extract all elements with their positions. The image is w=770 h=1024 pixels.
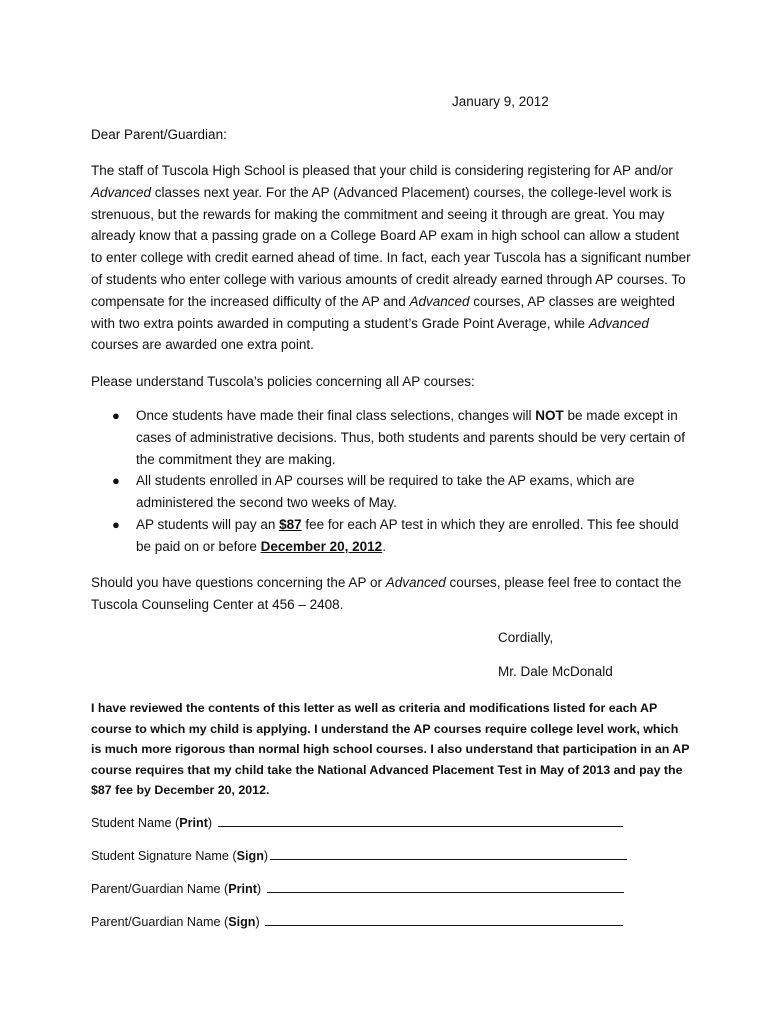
parent-sign-label: Parent/Guardian Name ( — [91, 915, 229, 929]
student-signature-line — [91, 846, 627, 863]
policy-1-pre: Once students have made their final class selections, changes will — [136, 408, 536, 423]
parent-name-print-field[interactable] — [267, 879, 624, 893]
policy-item — [91, 514, 691, 558]
policy-3-post: . — [382, 538, 386, 554]
policy-item — [91, 405, 691, 470]
intro-italic-2: Advanced — [409, 293, 470, 309]
student-print-label: Student Name ( — [91, 816, 180, 830]
parent-signature-field[interactable] — [265, 912, 623, 926]
parent-sign-bold: Sign — [228, 915, 256, 929]
parent-print-bold: Print — [228, 882, 257, 896]
parent-print-label: Parent/Guardian Name ( — [91, 882, 229, 896]
student-sign-label: Student Signature Name ( — [91, 849, 237, 863]
signer-name: Mr. Dale McDonald — [498, 664, 613, 679]
intro-paragraph — [91, 160, 691, 356]
intro-text-1: The staff of Tuscola High School is pleased that your child is considering registering for AP and/or — [91, 163, 673, 178]
student-sign-close: ) — [263, 849, 269, 863]
letter-date: January 9, 2012 — [452, 94, 549, 109]
student-print-bold: Print — [179, 816, 208, 830]
policy-list — [91, 405, 691, 558]
closing: Cordially, — [498, 630, 554, 645]
fee-deadline: December 20, 2012 — [260, 538, 383, 554]
policy-3-pre: AP students will pay an — [136, 516, 280, 532]
student-name-print-line — [91, 813, 623, 830]
questions-paragraph — [91, 572, 691, 616]
intro-text-2: classes next year. For the AP (Advanced Placement) courses, the college-level work is strenuous, but the rewards for making the commitment and seeing it through are great. You may already know that a passing grade on a College Board AP exam in high school can allow a student to enter college with credit earned ahead of time. In fact, each year Tuscola has a significant number of students who enter college with various amounts of credit already earned through AP courses. To compensate for the increased difficulty of the AP and — [91, 184, 691, 309]
student-print-close: ) — [207, 816, 213, 830]
policy-3-mid: fee for each AP test in which they are enrolled. This fee should be paid on or before — [136, 516, 679, 554]
bullet-icon: ● — [112, 473, 120, 489]
parent-print-close: ) — [256, 882, 262, 896]
policy-1-post: be made except in cases of administrative decisions. Thus, both students and parents should be very certain of the commitment they are making. — [136, 408, 686, 467]
acknowledgement-statement: I have reviewed the contents of this letter as well as criteria and modifications listed for each AP course to which my child is applying. I understand the AP courses require college level work, which is much more rigorous than normal high school courses. I also understand that participation in an AP course requires that my child take the National Advanced Placement Test in May of 2013 and pay the $87 fee by December 20, 2012. — [91, 701, 690, 797]
student-name-print-field[interactable] — [218, 813, 623, 827]
intro-italic-1: Advanced — [91, 184, 152, 200]
policy-item — [91, 470, 691, 514]
parent-sign-close: ) — [255, 915, 260, 929]
policies-intro: Please understand Tuscola’s policies concerning all AP courses: — [91, 374, 475, 389]
policy-1-bold: NOT — [535, 408, 564, 423]
bullet-icon: ● — [112, 408, 120, 423]
parent-signature-line — [91, 912, 623, 929]
bullet-icon: ● — [112, 516, 120, 532]
questions-post: courses, please feel free to contact the Tuscola Counseling Center at 456 – 2408. — [91, 575, 682, 612]
fee-amount: $87 — [279, 516, 302, 532]
salutation: Dear Parent/Guardian: — [91, 127, 227, 142]
student-sign-bold: Sign — [236, 849, 264, 863]
intro-italic-3: Advanced — [588, 315, 649, 331]
questions-pre: Should you have questions concerning the AP or — [91, 575, 386, 590]
parent-name-print-line — [91, 879, 624, 896]
student-signature-field[interactable] — [270, 846, 627, 860]
intro-text-3: courses, AP classes are weighted with two extra points awarded in computing a student’s Grade Point Average, while — [91, 293, 675, 331]
intro-text-4: courses are awarded one extra point. — [91, 337, 314, 353]
policy-2-text: All students enrolled in AP courses will be required to take the AP exams, which are administered the second two weeks of May. — [136, 473, 635, 511]
questions-italic: Advanced — [385, 575, 446, 590]
